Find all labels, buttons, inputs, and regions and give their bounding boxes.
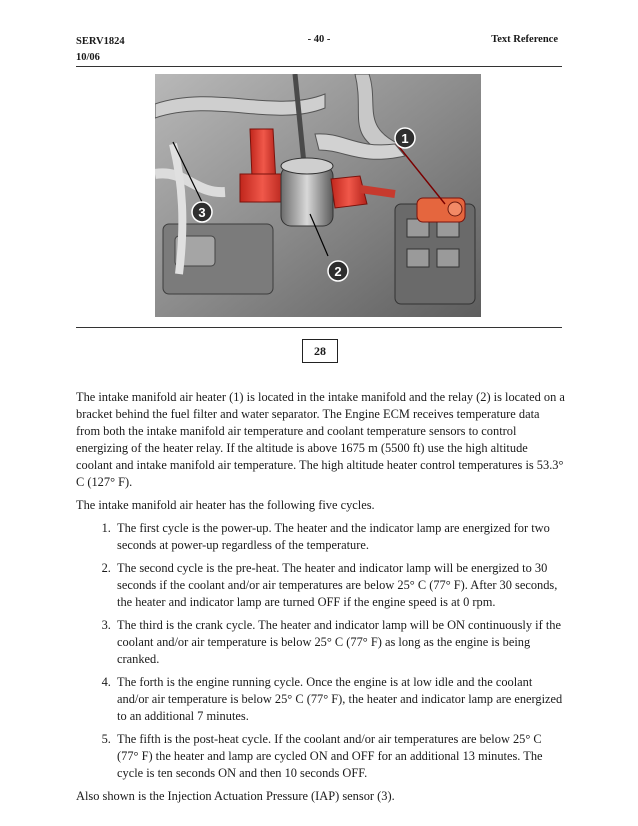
svg-text:2: 2 bbox=[334, 264, 342, 279]
engine-photo bbox=[155, 74, 481, 317]
callout-1 bbox=[395, 128, 415, 148]
figure-number: 28 bbox=[302, 339, 338, 363]
section-title: Text Reference bbox=[491, 34, 558, 45]
svg-text:3: 3 bbox=[198, 205, 206, 220]
header-rule bbox=[76, 66, 562, 67]
svg-text:1: 1 bbox=[401, 131, 409, 146]
document-id: SERV1824 bbox=[76, 36, 125, 47]
closing-paragraph: Also shown is the Injection Actuation Pressure (IAP) sensor (3). bbox=[76, 789, 395, 803]
list-item: 5. The fifth is the post-heat cycle. If the coolant and/or air temperatures are below 25° C (77° F) the heater and lamp are cycled ON and OFF for an additional 13 minutes. The cycle is ten seconds ON and then 10 seconds OFF. bbox=[114, 731, 566, 782]
document-date: 10/06 bbox=[76, 52, 100, 63]
cycles-intro: The intake manifold air heater has the following five cycles. bbox=[76, 498, 375, 512]
body-text bbox=[76, 389, 566, 811]
list-item: 1. The first cycle is the power-up. The heater and the indicator lamp are energized for two seconds at power-up regardless of the temperature. bbox=[114, 520, 566, 554]
list-item: 4. The forth is the engine running cycle. Once the engine is at low idle and the coolant and/or air temperature is below 25° C (77° F), the heater and indicator lamp are energized to an additional 7 minutes. bbox=[114, 674, 566, 725]
callout-3 bbox=[192, 202, 212, 222]
list-item: 3. The third is the crank cycle. The heater and indicator lamp will be ON continuously if the coolant and/or air temperature is below 25° C (77° F) as long as the engine is being cranked. bbox=[114, 617, 566, 668]
cycle-list bbox=[76, 520, 566, 782]
callout-2 bbox=[328, 261, 348, 281]
list-item: 2. The second cycle is the pre-heat. The heater and indicator lamp will be energized to 30 seconds if the coolant and/or air temperatures are below 25° C (77° F). After 30 seconds, the heater and indicator lamp are turned OFF if the engine speed is at 0 rpm. bbox=[114, 560, 566, 611]
figure-rule bbox=[76, 327, 562, 328]
engine-illustration bbox=[155, 74, 481, 317]
page-number: - 40 - bbox=[307, 34, 331, 45]
intro-paragraph: The intake manifold air heater (1) is located in the intake manifold and the relay (2) is located on a bracket behind the fuel filter and water separator. The Engine ECM receives temperature data from both the intake manifold air temperature and coolant temperature sensors to control energizing of the heater relay. If the altitude is above 1675 m (5500 ft) use the high altitude coolant and intake manifold air temperature. The high altitude heater control temperatures is 53.3° C (127° F). bbox=[76, 390, 565, 489]
